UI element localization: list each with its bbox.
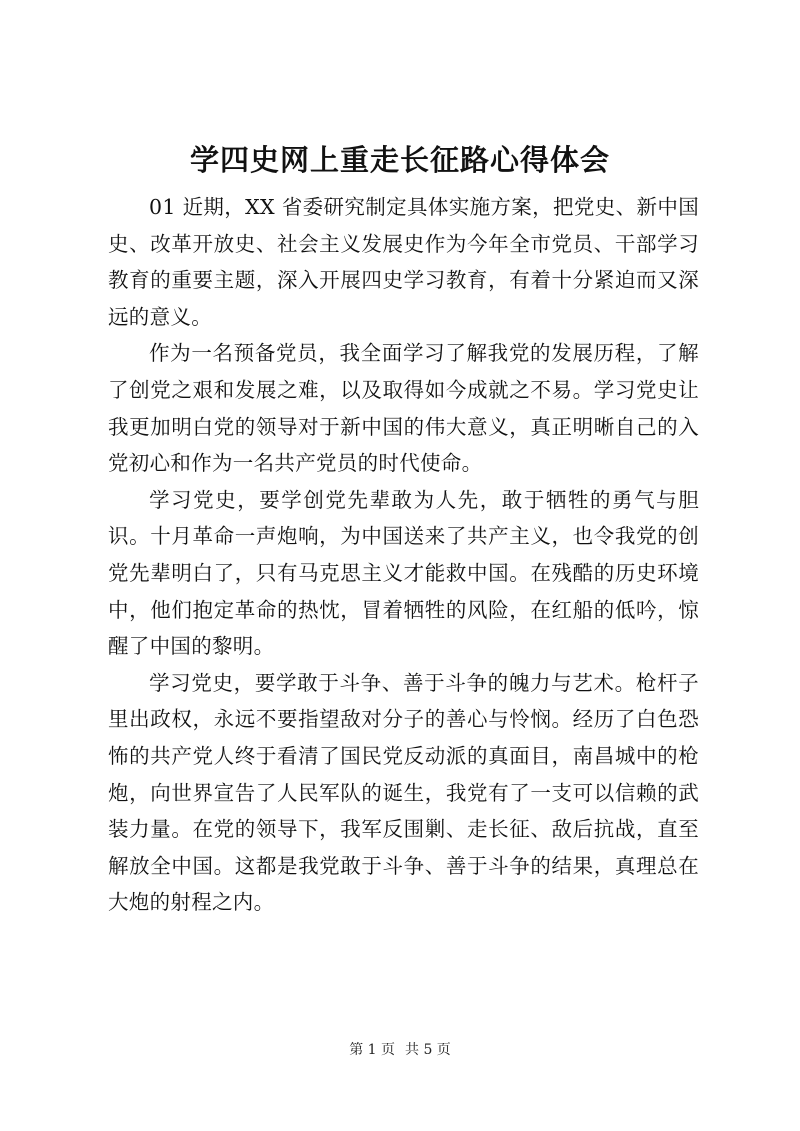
paragraph-1: 01 近期，XX 省委研究制定具体实施方案，把党史、新中国史、改革开放史、社会主义发展史作为今年全市党员、干部学习教育的重要主题，深入开展四史学习教育，有着十分紧迫而又深远的意义。 [108,195,699,329]
document-title: 学四史网上重走长征路心得体会 [189,143,610,177]
page-footer [0,1040,800,1060]
paragraph-3: 学习党史，要学创党先辈敢为人先，敢于牺牲的勇气与胆识。十月革命一声炮响，为中国送来了共产主义，也令我党的创党先辈明白了，只有马克思主义才能救中国。在残酷的历史环境中，他们抱定革命的热忱，冒着牺牲的风险，在红船的低吟，惊醒了中国的黎明。 [108,487,699,659]
page-number: 第 1 页 [349,1042,395,1058]
document-body [108,189,699,921]
page-total: 共 5 页 [405,1042,451,1058]
paragraph-2: 作为一名预备党员，我全面学习了解我党的发展历程，了解了创党之艰和发展之难，以及取得如今成就之不易。学习党史让我更加明白党的领导对于新中国的伟大意义，真正明晰自己的入党初心和作为一名共产党员的时代使命。 [108,341,699,476]
paragraph-4: 学习党史，要学敢于斗争、善于斗争的魄力与艺术。枪杆子里出政权，永远不要指望敌对分子的善心与怜悯。经历了白色恐怖的共产党人终于看清了国民党反动派的真面目，南昌城中的枪炮，向世界宣告了人民军队的诞生，我党有了一支可以信赖的武装力量。在党的领导下，我军反围剿、走长征、敌后抗战，直至解放全中国。这都是我党敢于斗争、善于斗争的结果，真理总在大炮的射程之内。 [108,670,699,915]
